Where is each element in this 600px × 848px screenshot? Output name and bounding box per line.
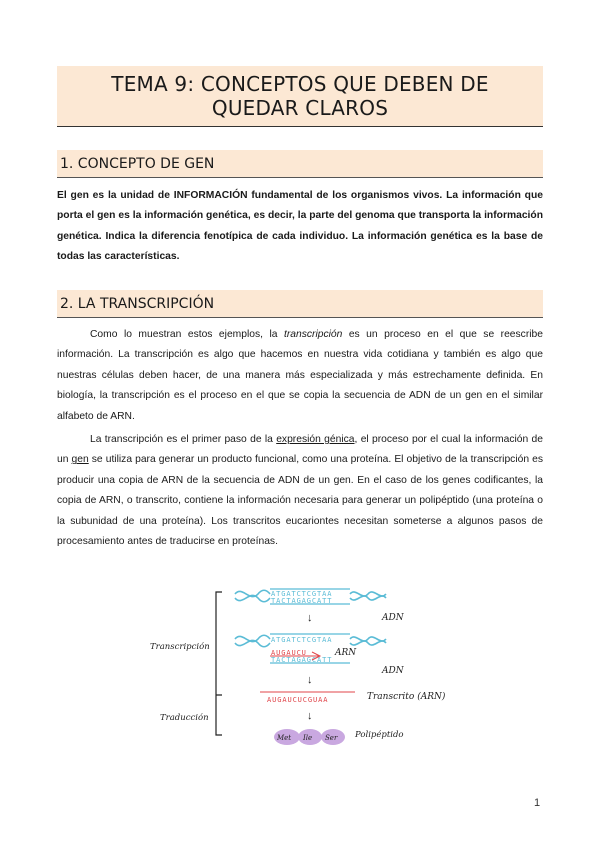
dna-top-sequence: ATGATCTCGTAA <box>271 590 333 598</box>
p1-text-b: es un proceso en el que se reescribe información. La transcripción es algo que hacemos en nuestra vida cotidiana y también es algo que nuestras células deben hacer, de una manera más especializada y más estrechamente definida. En biología, la transcripción es el proceso en el que se copia la secuencia de ADN de un gen en el similar alfabeto de ARN. <box>57 329 543 422</box>
label-traduccion: Traducción <box>160 713 209 723</box>
amino-label-1: Met <box>277 734 292 742</box>
section-heading-concepto-gen: 1. CONCEPTO DE GEN <box>57 150 543 178</box>
page-number: 1 <box>534 797 541 809</box>
label-adn-1: ADN <box>382 613 404 623</box>
dna-bottom-sequence-2: TACTAGAGCATT <box>271 656 333 664</box>
p1-emphasis: transcripción <box>283 329 343 340</box>
label-transcripcion: Transcripción <box>150 642 210 652</box>
title-line-2: QUEDAR CLAROS <box>211 96 389 120</box>
arrow-down-3: ↓ <box>307 710 313 722</box>
process-bracket <box>216 592 222 735</box>
polypeptide-chain <box>274 729 345 745</box>
amino-label-2: Ile <box>303 734 313 742</box>
dna-open-with-rna <box>235 634 386 664</box>
section2-paragraph-1 <box>57 325 543 427</box>
dna-double-strand <box>235 589 386 605</box>
link-expresion-genica[interactable]: expresión génica <box>276 434 355 445</box>
link-gen[interactable]: gen <box>71 454 89 466</box>
rna-full-sequence: AUGAUCUCGUAA <box>267 696 329 704</box>
rna-partial-sequence: AUGAUCU <box>271 649 307 657</box>
dna-top-sequence-2: ATGATCTCGTAA <box>271 636 333 644</box>
section2-paragraph-2 <box>57 430 543 552</box>
p1-text-a: Como lo muestran estos ejemplos, la <box>90 329 284 340</box>
arrow-down-1: ↓ <box>307 612 313 624</box>
arrow-down-2: ↓ <box>307 674 313 686</box>
label-adn-2: ADN <box>382 666 404 676</box>
transcription-diagram <box>150 577 460 752</box>
p2-text-b: , el proceso por el cual la información de un <box>57 434 544 466</box>
label-transcrito: Transcrito (ARN) <box>367 692 446 702</box>
section-heading-transcripcion: 2. LA TRANSCRIPCIÓN <box>57 290 543 318</box>
label-polipeptido: Polipéptido <box>355 730 404 740</box>
document-title <box>57 66 543 127</box>
dna-bottom-sequence: TACTAGAGCATT <box>271 597 333 605</box>
p2-text-a: La transcripción es el primer paso de la <box>90 434 277 445</box>
p2-text-c: se utiliza para generar un producto funcional, como una proteína. El objetivo de la transcripción es producir una copia de ARN de la secuencia de ADN de un gen. En el caso de los genes codificantes, la copia de ARN, o transcrito, contiene la información necesaria para generar un polipéptido (una proteína o la subunidad de una proteína). Los transcritos eucariontes necesitan someterse a algunos pasos de procesamiento antes de traducirse en proteínas. <box>57 454 543 548</box>
label-arn: ARN <box>335 648 357 658</box>
section1-paragraph: El gen es la unidad de INFORMACIÓN fundamental de los organismos vivos. La información que porta el gen es la información genética, es decir, la parte del genoma que transporta la información genética. Indica la diferencia fenotípica de cada individuo. La información genética es la base de todas las características. <box>57 190 543 263</box>
amino-label-3: Ser <box>325 734 338 742</box>
title-line-1: TEMA 9: CONCEPTOS QUE DEBEN DE <box>111 72 489 96</box>
